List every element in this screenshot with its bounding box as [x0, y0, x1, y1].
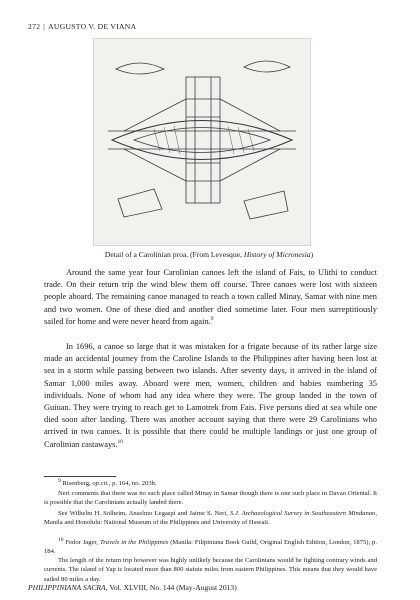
running-head-separator: |	[43, 22, 46, 31]
body-paragraph-1	[44, 267, 377, 328]
caption-source: History of Micronesia	[243, 250, 311, 259]
journal-issue: , Vol. XLVIII, No. 144 (May-August 2013)	[105, 583, 237, 592]
footnote-9	[44, 479, 377, 488]
footnote-number: 10	[58, 536, 64, 543]
footnote-text: Fedor Jager,	[65, 539, 100, 546]
hull-hatch	[248, 129, 254, 151]
proa-sketch	[94, 39, 310, 245]
footnote-ref-10[interactable]: 10	[117, 438, 123, 445]
page-footer	[28, 583, 237, 592]
footnote-text: , p. 164, no. 203b.	[108, 480, 157, 487]
footnote-ref-9[interactable]: 9	[210, 316, 214, 323]
footnote-italic: op.cit.	[92, 480, 109, 487]
footnote-number: 9	[58, 477, 61, 484]
proa-illustration	[93, 38, 311, 246]
journal-title: PHILIPPINIANA SACRA	[28, 583, 106, 592]
footnote-9-reference	[44, 509, 377, 528]
footnote-10-continued	[44, 556, 377, 584]
hull-outline	[112, 121, 292, 160]
footnote-italic: Travels in the Philippines	[99, 539, 169, 546]
side-sketch	[116, 63, 164, 74]
footnote-9-continued	[44, 489, 377, 508]
footnote-10	[44, 538, 377, 557]
central-platform	[186, 77, 220, 203]
footnote-text: The length of the return trip however was highly unlikely because the Carolinians would be fighting contrary winds and currents. The island of Yap is located more than 800 statute miles from eastern Philippines. This means that they would have sailed 80 miles a day.	[44, 557, 377, 583]
footnote-text: (Manila: Filipiniana Book Guild, Original English Edition, London, 1875), p. 184.	[44, 539, 377, 556]
caption-prefix: Detail of a Carolinian proa. (From Levesque,	[104, 250, 244, 259]
running-head	[28, 22, 136, 31]
footnote-text: See Wilhelm H. Solheim, Anselmo Legaspi and Jaime S. Neri,	[58, 510, 230, 517]
side-sketch	[244, 191, 288, 219]
side-sketch	[244, 61, 290, 72]
footnote-text: Neri comments that there was no such place called Minay in Samar though there is one such place in Davao Oriental. It is possible that the Carolinians actually landed there.	[44, 490, 377, 507]
body-paragraph-2	[44, 341, 377, 451]
figure-caption	[44, 250, 374, 259]
footnote-text: , Manila and Honolulu: National Museum of the Philippines and University of Hawaii.	[44, 510, 377, 527]
paragraph-2-text: In 1696, a canoe so large that it was mistaken for a frigate because of its rather large size made an accidental journey from the Caroline Islands to the Philippines after having been lost at sea in a storm while passing between two islands. After seventy days, it arrived in the island of Samar 1,000 miles away. Aboard were men, women, children and babies numbering 35 individuals. None of whom had any idea where they were. The group landed in the town of Guiuan. They were trying to reach get to Lamotrek from Fais. Five persons died at sea while one died soon after landing. There was another account saying that there were 29 Carolinians who arrived in two canoes. It is possible that there could be multiple landings or just one group of Carolinian castaways.	[44, 342, 377, 449]
author-name: AUGUSTO V. DE VIANA	[48, 22, 137, 31]
footnote-text: Risenberg,	[62, 480, 93, 487]
hull-hatch	[174, 126, 180, 154]
caption-suffix: )	[310, 250, 314, 259]
paragraph-1-text: Around the same year four Carolinian canoes left the island of Fais, to Ulithi to conduct trade. On their return trip the wind blew them off course. Three canoes were lost with sixteen people aboard. The remaining canoe managed to reach a town called Minay, Samar with nine men and two women. One of these died and another died sometime later. Four men surreptitiously sailed for home and were never heard from again.	[44, 268, 377, 326]
page-number: 272	[28, 22, 41, 31]
footnote-divider	[44, 476, 116, 477]
footnote-italic: S.J. Archaeological Survey in Southeastern Mindanao	[230, 510, 376, 517]
side-sketch	[118, 189, 162, 217]
